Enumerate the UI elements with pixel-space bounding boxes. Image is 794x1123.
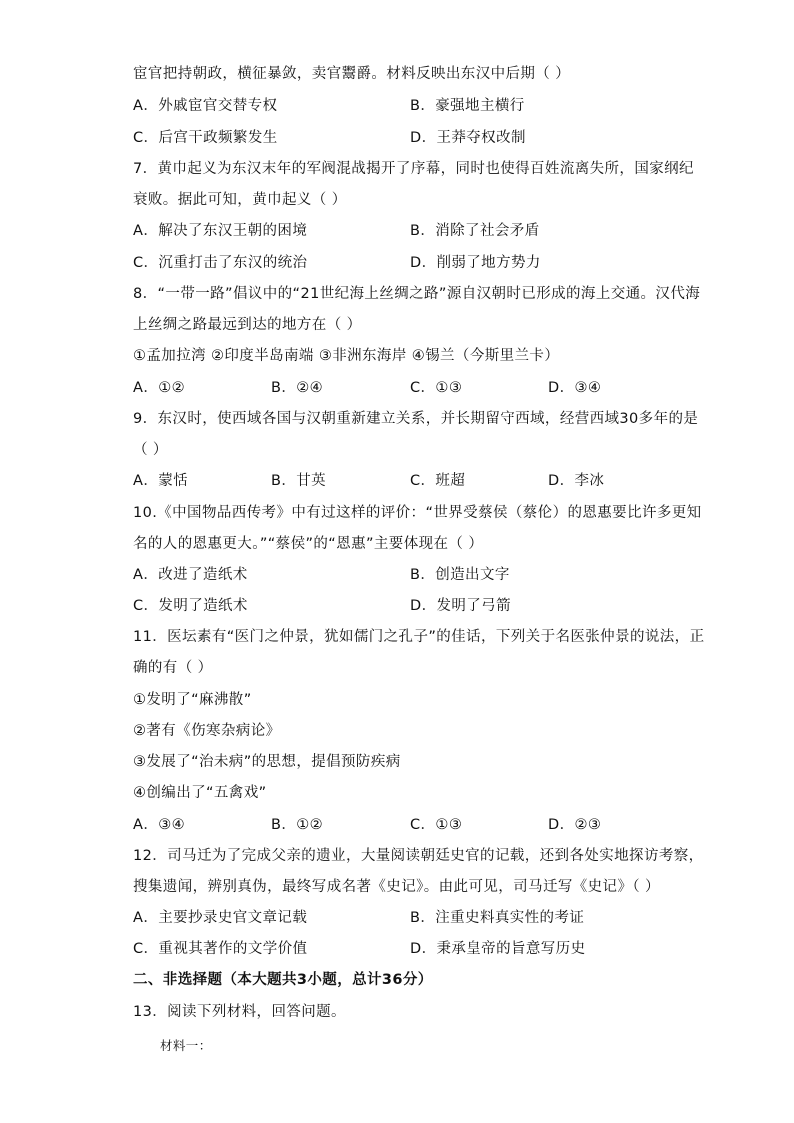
q11-option-b: B．①② xyxy=(271,817,324,833)
question-10-stem-line-1: 10.《中国物品西传考》中有过这样的评价：“世界受蔡侯（蔡伦）的恩惠要比许多更知 xyxy=(133,505,702,521)
question-12-stem-line-2: 搜集遗闻，辨别真伪，最终写成名著《史记》。由此可见，司马迁写《史记》（ ） xyxy=(133,879,660,895)
q10-option-d: D．发明了弓箭 xyxy=(410,598,511,614)
q11-item-4: ④创编出了“五禽戏” xyxy=(133,785,267,801)
q6-option-d: D．王莽夺权改制 xyxy=(410,130,526,146)
q11-item-1: ①发明了“麻沸散” xyxy=(133,692,252,708)
q10-option-c: C．发明了造纸术 xyxy=(133,598,248,614)
q7-option-b: B．消除了社会矛盾 xyxy=(410,223,540,239)
question-10-stem-line-2: 名的人的恩惠更大。”“蔡侯”的“恩惠”主要体现在（ ） xyxy=(133,536,484,552)
q9-option-b: B．甘英 xyxy=(271,473,327,489)
question-13-stem: 13．阅读下列材料，回答问题。 xyxy=(133,1004,346,1020)
q11-item-3: ③发展了“治未病”的思想，提倡预防疾病 xyxy=(133,754,401,770)
q8-items: ①孟加拉湾 ②印度半岛南端 ③非洲东海岸 ④锡兰（今斯里兰卡） xyxy=(133,348,560,364)
question-8-stem-line-1: 8．“一带一路”倡议中的“21世纪海上丝绸之路”源自汉朝时已形成的海上交通。汉代海 xyxy=(133,286,701,302)
q11-option-d: D．②③ xyxy=(548,817,602,833)
question-7-stem-line-2: 衰败。据此可知，黄巾起义（ ） xyxy=(133,192,347,208)
q6-option-c: C．后宫干政频繁发生 xyxy=(133,130,278,146)
question-11-stem-line-1: 11．医坛素有“医门之仲景，犹如儒门之孔子”的佳话，下列关于名医张仲景的说法，正 xyxy=(133,629,705,645)
q6-option-a: A．外戚宦官交替专权 xyxy=(133,98,278,114)
q8-option-b: B．②④ xyxy=(271,380,324,396)
q12-option-a: A．主要抄录史官文章记载 xyxy=(133,910,308,926)
question-6-stem: 宦官把持朝政，横征暴敛，卖官鬻爵。材料反映出东汉中后期（ ） xyxy=(133,66,571,82)
q11-option-c: C．①③ xyxy=(410,817,463,833)
question-7-stem-line-1: 7．黄巾起义为东汉末年的军阀混战揭开了序幕，同时也使得百姓流离失所，国家纲纪 xyxy=(133,161,694,177)
q9-option-a: A．蒙恬 xyxy=(133,473,189,489)
section-2-heading: 二、非选择题（本大题共3小题，总计36分） xyxy=(133,972,433,988)
question-8-stem-line-2: 上丝绸之路最远到达的地方在（ ） xyxy=(133,317,362,333)
q9-option-d: D．李冰 xyxy=(548,473,605,489)
material-1-label: 材料一： xyxy=(160,1038,212,1053)
q12-option-b: B．注重史料真实性的考证 xyxy=(410,910,585,926)
question-9-stem-line-1: 9．东汉时，使西域各国与汉朝重新建立关系，并长期留守西域，经营西域30多年的是 xyxy=(133,411,699,427)
question-11-stem-line-2: 确的有（ ） xyxy=(133,660,213,676)
q7-option-d: D．削弱了地方势力 xyxy=(410,255,541,271)
q11-item-2: ②著有《伤寒杂病论》 xyxy=(133,723,281,739)
q8-option-a: A．①② xyxy=(133,380,186,396)
q12-option-c: C．重视其著作的文学价值 xyxy=(133,941,308,957)
q7-option-a: A．解决了东汉王朝的困境 xyxy=(133,223,308,239)
q7-option-c: C．沉重打击了东汉的统治 xyxy=(133,255,308,271)
q11-option-a: A．③④ xyxy=(133,817,186,833)
q9-option-c: C．班超 xyxy=(410,473,466,489)
q10-option-a: A．改进了造纸术 xyxy=(133,567,248,583)
question-9-stem-line-2: （ ） xyxy=(133,442,168,458)
q6-option-b: B．豪强地主横行 xyxy=(410,98,525,114)
question-12-stem-line-1: 12．司马迁为了完成父亲的遗业，大量阅读朝廷史官的记载，还到各处实地探访考察， xyxy=(133,848,704,864)
q10-option-b: B．创造出文字 xyxy=(410,567,510,583)
q8-option-d: D．③④ xyxy=(548,380,602,396)
q12-option-d: D．秉承皇帝的旨意写历史 xyxy=(410,941,586,957)
q8-option-c: C．①③ xyxy=(410,380,463,396)
